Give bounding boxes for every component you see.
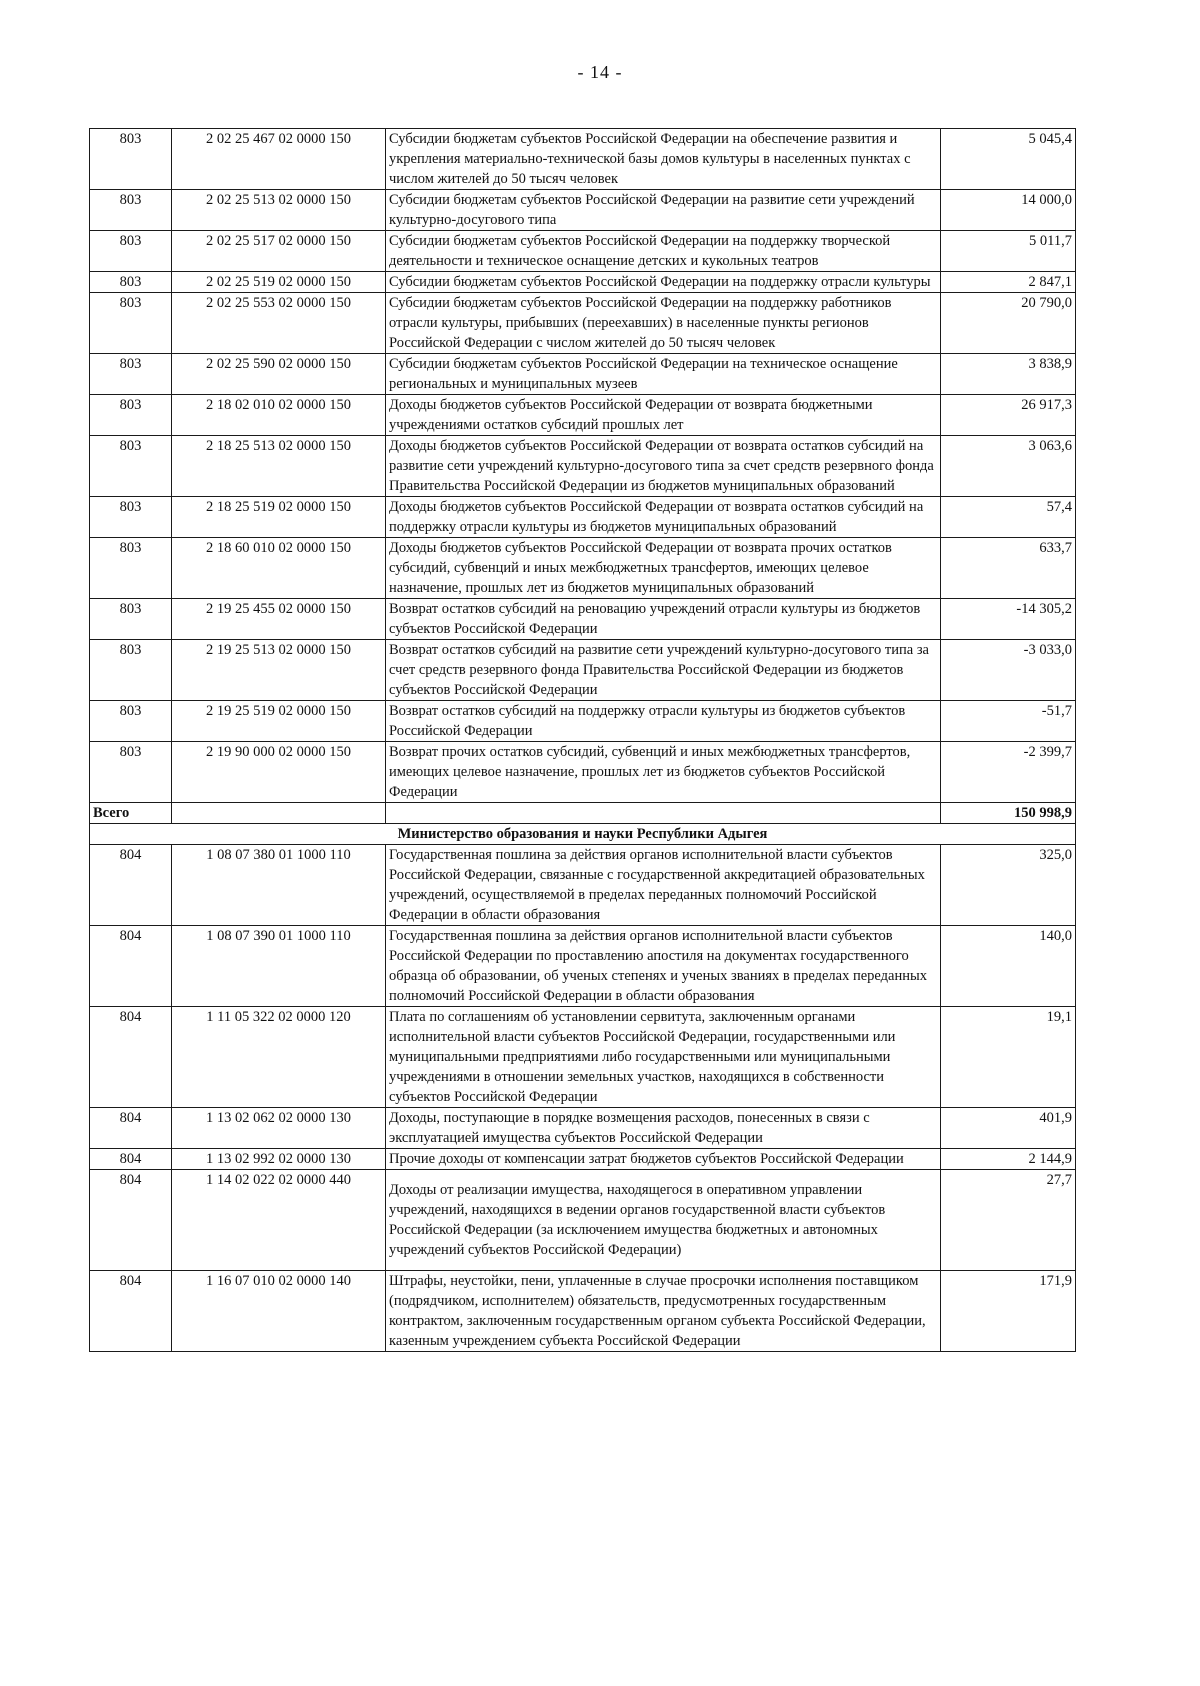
table-row [90, 354, 1076, 395]
budget-code-cell: 1 08 07 380 01 1000 110 [172, 845, 386, 926]
amount-cell: 20 790,0 [941, 293, 1076, 354]
budget-code-cell: 2 19 25 513 02 0000 150 [172, 640, 386, 701]
revenue-name-cell: Субсидии бюджетам субъектов Российской Федерации на поддержку отрасли культуры [386, 272, 941, 293]
admin-code-cell: 804 [90, 845, 172, 926]
amount-cell: 5 045,4 [941, 129, 1076, 190]
table-row [90, 926, 1076, 1007]
budget-code-cell: 2 19 25 455 02 0000 150 [172, 599, 386, 640]
table-row [90, 272, 1076, 293]
revenue-name-cell: Субсидии бюджетам субъектов Российской Федерации на поддержку работников отрасли культуры, прибывших (переехавших) в населенные пункты регионов Российской Федерации с числом жителей до 50 тысяч человек [386, 293, 941, 354]
budget-code-cell: 2 19 25 519 02 0000 150 [172, 701, 386, 742]
amount-cell: 3 838,9 [941, 354, 1076, 395]
budget-code-cell: 1 08 07 390 01 1000 110 [172, 926, 386, 1007]
budget-code-cell: 1 13 02 992 02 0000 130 [172, 1149, 386, 1170]
total-empty-cell [386, 803, 941, 824]
amount-cell: 140,0 [941, 926, 1076, 1007]
revenue-table-body [90, 129, 1076, 1352]
admin-code-cell: 803 [90, 436, 172, 497]
total-amount-cell: 150 998,9 [941, 803, 1076, 824]
table-row [90, 497, 1076, 538]
revenue-table [89, 128, 1076, 1352]
revenue-name-cell: Возврат остатков субсидий на развитие сети учреждений культурно-досугового типа за счет средств резервного фонда Правительства Российской Федерации из бюджетов субъектов Российской Федерации [386, 640, 941, 701]
amount-cell: 57,4 [941, 497, 1076, 538]
admin-code-cell: 804 [90, 1108, 172, 1149]
revenue-name-cell: Доходы бюджетов субъектов Российской Федерации от возврата бюджетными учреждениями остатков субсидий прошлых лет [386, 395, 941, 436]
revenue-name-cell: Субсидии бюджетам субъектов Российской Федерации на развитие сети учреждений культурно-досугового типа [386, 190, 941, 231]
table-row [90, 129, 1076, 190]
amount-cell: 401,9 [941, 1108, 1076, 1149]
budget-code-cell: 1 13 02 062 02 0000 130 [172, 1108, 386, 1149]
table-row [90, 845, 1076, 926]
amount-cell: -14 305,2 [941, 599, 1076, 640]
page-number: - 14 - [577, 62, 623, 82]
admin-code-cell: 804 [90, 1170, 172, 1271]
section-header-row [90, 824, 1076, 845]
revenue-name-cell: Государственная пошлина за действия органов исполнительной власти субъектов Российской Федерации по проставлению апостиля на документах государственного образца об образовании, об ученых степенях и ученых званиях в пределах переданных полномочий Российской Федерации в области образования [386, 926, 941, 1007]
admin-code-cell: 803 [90, 701, 172, 742]
amount-cell: 2 847,1 [941, 272, 1076, 293]
section-title-cell: Министерство образования и науки Республики Адыгея [90, 824, 1076, 845]
admin-code-cell: 804 [90, 1007, 172, 1108]
admin-code-cell: 803 [90, 742, 172, 803]
amount-cell: 26 917,3 [941, 395, 1076, 436]
total-row [90, 803, 1076, 824]
table-row [90, 640, 1076, 701]
revenue-name-cell: Субсидии бюджетам субъектов Российской Федерации на техническое оснащение региональных и муниципальных музеев [386, 354, 941, 395]
revenue-name-cell: Доходы бюджетов субъектов Российской Федерации от возврата остатков субсидий на развитие сети учреждений культурно-досугового типа за счет средств резервного фонда Правительства Российской Федерации из бюджетов муниципальных образований [386, 436, 941, 497]
budget-code-cell: 1 14 02 022 02 0000 440 [172, 1170, 386, 1271]
table-row [90, 436, 1076, 497]
budget-code-cell: 2 18 02 010 02 0000 150 [172, 395, 386, 436]
table-row [90, 190, 1076, 231]
admin-code-cell: 803 [90, 129, 172, 190]
budget-code-cell: 2 02 25 553 02 0000 150 [172, 293, 386, 354]
amount-cell: 171,9 [941, 1271, 1076, 1352]
budget-code-cell: 1 11 05 322 02 0000 120 [172, 1007, 386, 1108]
table-row [90, 1271, 1076, 1352]
budget-code-cell: 2 02 25 519 02 0000 150 [172, 272, 386, 293]
table-row [90, 701, 1076, 742]
budget-code-cell: 2 19 90 000 02 0000 150 [172, 742, 386, 803]
budget-code-cell: 2 18 25 513 02 0000 150 [172, 436, 386, 497]
budget-code-cell: 2 02 25 467 02 0000 150 [172, 129, 386, 190]
amount-cell: 5 011,7 [941, 231, 1076, 272]
table-row [90, 231, 1076, 272]
revenue-name-cell: Субсидии бюджетам субъектов Российской Федерации на поддержку творческой деятельности и техническое оснащение детских и кукольных театров [386, 231, 941, 272]
amount-cell: 27,7 [941, 1170, 1076, 1271]
budget-code-cell: 1 16 07 010 02 0000 140 [172, 1271, 386, 1352]
admin-code-cell: 804 [90, 1149, 172, 1170]
budget-code-cell: 2 02 25 513 02 0000 150 [172, 190, 386, 231]
admin-code-cell: 804 [90, 926, 172, 1007]
revenue-name-cell: Субсидии бюджетам субъектов Российской Федерации на обеспечение развития и укрепления материально-технической базы домов культуры в населенных пунктах с числом жителей до 50 тысяч человек [386, 129, 941, 190]
admin-code-cell: 803 [90, 190, 172, 231]
revenue-name-cell: Доходы, поступающие в порядке возмещения расходов, понесенных в связи с эксплуатацией имущества субъектов Российской Федерации [386, 1108, 941, 1149]
admin-code-cell: 803 [90, 354, 172, 395]
amount-cell: 633,7 [941, 538, 1076, 599]
budget-code-cell: 2 18 60 010 02 0000 150 [172, 538, 386, 599]
amount-cell: -2 399,7 [941, 742, 1076, 803]
admin-code-cell: 803 [90, 293, 172, 354]
revenue-name-cell: Доходы бюджетов субъектов Российской Федерации от возврата остатков субсидий на поддержку отрасли культуры из бюджетов муниципальных образований [386, 497, 941, 538]
revenue-name-cell: Государственная пошлина за действия органов исполнительной власти субъектов Российской Федерации, связанные с государственной аккредитацией образовательных учреждений, осуществляемой в пределах переданных полномочий Российской Федерации в области образования [386, 845, 941, 926]
amount-cell: 325,0 [941, 845, 1076, 926]
admin-code-cell: 803 [90, 599, 172, 640]
admin-code-cell: 803 [90, 538, 172, 599]
amount-cell: -51,7 [941, 701, 1076, 742]
table-row [90, 742, 1076, 803]
revenue-name-cell: Штрафы, неустойки, пени, уплаченные в случае просрочки исполнения поставщиком (подрядчиком, исполнителем) обязательств, предусмотренных государственным контрактом, заключенным государственным органом субъекта Российской Федерации, казенным учреждением субъекта Российской Федерации [386, 1271, 941, 1352]
admin-code-cell: 803 [90, 272, 172, 293]
admin-code-cell: 803 [90, 640, 172, 701]
table-row [90, 1007, 1076, 1108]
budget-code-cell: 2 18 25 519 02 0000 150 [172, 497, 386, 538]
total-label-cell: Всего [90, 803, 172, 824]
admin-code-cell: 803 [90, 231, 172, 272]
admin-code-cell: 803 [90, 497, 172, 538]
revenue-name-cell: Возврат остатков субсидий на реновацию учреждений отрасли культуры из бюджетов субъектов Российской Федерации [386, 599, 941, 640]
budget-code-cell: 2 02 25 517 02 0000 150 [172, 231, 386, 272]
table-row [90, 1108, 1076, 1149]
amount-cell: 14 000,0 [941, 190, 1076, 231]
table-row [90, 599, 1076, 640]
amount-cell: 19,1 [941, 1007, 1076, 1108]
revenue-name-cell: Доходы бюджетов субъектов Российской Федерации от возврата прочих остатков субсидий, субвенций и иных межбюджетных трансфертов, имеющих целевое назначение, прошлых лет из бюджетов муниципальных образований [386, 538, 941, 599]
table-row [90, 293, 1076, 354]
admin-code-cell: 803 [90, 395, 172, 436]
amount-cell: -3 033,0 [941, 640, 1076, 701]
budget-code-cell: 2 02 25 590 02 0000 150 [172, 354, 386, 395]
amount-cell: 3 063,6 [941, 436, 1076, 497]
revenue-name-cell: Возврат прочих остатков субсидий, субвенций и иных межбюджетных трансфертов, имеющих целевое назначение, прошлых лет из бюджетов субъектов Российской Федерации [386, 742, 941, 803]
table-row [90, 395, 1076, 436]
revenue-name-cell: Доходы от реализации имущества, находящегося в оперативном управлении учреждений, находящихся в ведении органов государственной власти субъектов Российской Федерации (за исключением имущества бюджетных и автономных учреждений субъектов Российской Федерации) [386, 1170, 941, 1271]
total-empty-cell [172, 803, 386, 824]
table-row [90, 538, 1076, 599]
amount-cell: 2 144,9 [941, 1149, 1076, 1170]
revenue-name-cell: Прочие доходы от компенсации затрат бюджетов субъектов Российской Федерации [386, 1149, 941, 1170]
table-row [90, 1149, 1076, 1170]
admin-code-cell: 804 [90, 1271, 172, 1352]
revenue-name-cell: Плата по соглашениям об установлении сервитута, заключенным органами исполнительной власти субъектов Российской Федерации, государственными или муниципальными предприятиями либо государственными или муниципальными учреждениями в отношении земельных участков, находящихся в собственности субъектов Российской Федерации [386, 1007, 941, 1108]
table-row [90, 1170, 1076, 1271]
revenue-name-cell: Возврат остатков субсидий на поддержку отрасли культуры из бюджетов субъектов Российской Федерации [386, 701, 941, 742]
